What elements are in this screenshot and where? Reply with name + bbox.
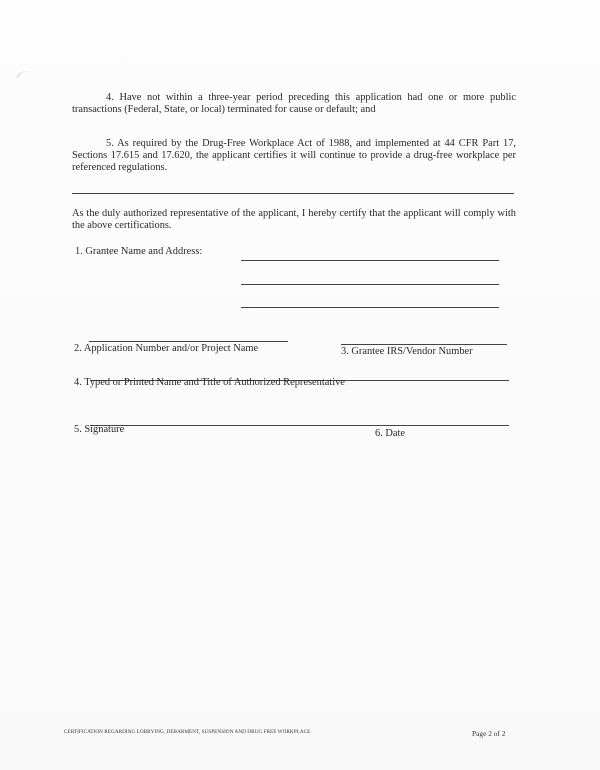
application-number-label: 2. Application Number and/or Project Name	[74, 343, 259, 354]
grantee-address-line-2[interactable]	[241, 284, 499, 285]
page-number: Page 2 of 2	[472, 729, 506, 738]
grantee-address-line-1[interactable]	[241, 260, 499, 261]
certification-item-5: 5. As required by the Drug-Free Workplace Act of 1988, and implemented at 44 CFR Part 17, Sections 17.615 and 17.620, the applicant certifies it will continue to provide a drug-free workplace per referenced regulations.	[72, 138, 516, 173]
footer-form-title: CERTIFICATION REGARDING LOBBYING, DEBARMENT, SUSPENSION AND DRUG FREE WORKPLACE	[64, 729, 311, 735]
signature-label: 5. Signature	[74, 424, 125, 435]
grantee-name-address-label: 1. Grantee Name and Address:	[75, 246, 203, 257]
date-label: 6. Date	[375, 428, 406, 439]
grantee-irs-line[interactable]	[341, 344, 507, 345]
certification-item-4: 4. Have not within a three-year period preceding this application had one or more public transactions (Federal, State, or local) terminated for cause or default; and	[72, 92, 516, 115]
grantee-address-line-3[interactable]	[241, 307, 499, 308]
printed-name-label: 4. Typed or Printed Name and Title of Authorized Representative	[74, 377, 345, 388]
grantee-irs-label: 3. Grantee IRS/Vendor Number	[341, 346, 473, 357]
application-number-line[interactable]	[89, 341, 288, 342]
certify-statement: As the duly authorized representative of the applicant, I hereby certify that the applicant will comply with the above certifications.	[72, 208, 516, 231]
section-divider	[72, 193, 514, 194]
scan-mark	[17, 68, 31, 81]
signature-line[interactable]	[90, 425, 509, 426]
